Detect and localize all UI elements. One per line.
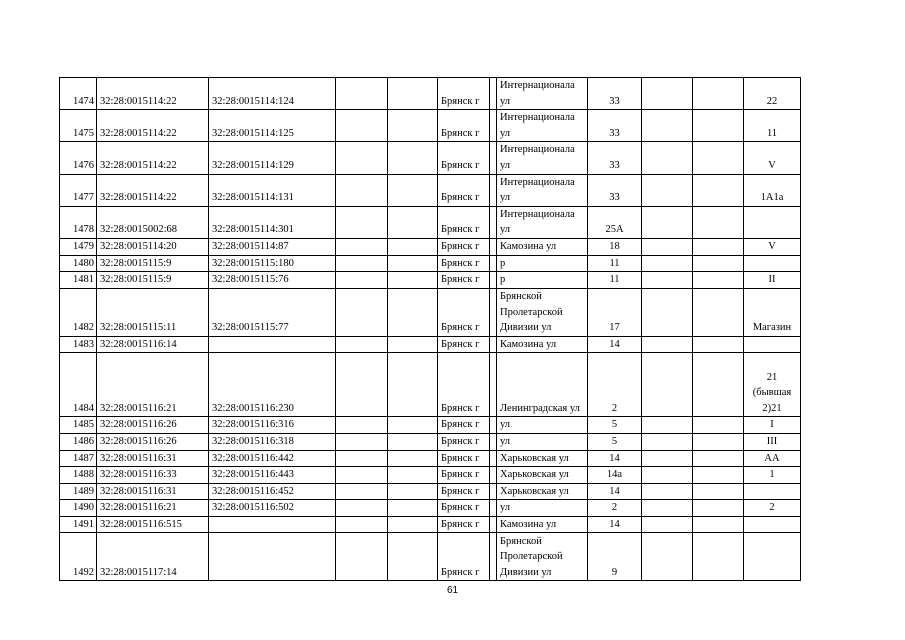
cell-empty-col-d [693, 353, 744, 417]
cell-house-number: 14 [588, 336, 642, 353]
cell-cadastral-number: 32:28:0015114:129 [209, 142, 336, 174]
cell-cadastral-number: 32:28:0015116:502 [209, 500, 336, 517]
table-row [60, 467, 801, 484]
cell-premises: АА [744, 450, 801, 467]
cell-premises: II [744, 272, 801, 289]
cell-empty-col-c [642, 500, 693, 517]
cell-premises [744, 516, 801, 533]
cell-locality: Брянск г [438, 110, 490, 142]
cell-empty-col-c [642, 353, 693, 417]
cell-street: р [497, 255, 588, 272]
cell-empty-col-a [336, 417, 388, 434]
cell-row-number: 1486 [60, 433, 97, 450]
cell-separator-col [490, 142, 497, 174]
cell-empty-col-d [693, 516, 744, 533]
cell-premises: 1А1а [744, 174, 801, 206]
cell-cadastral-number: 32:28:0015116:318 [209, 433, 336, 450]
table-row [60, 288, 801, 336]
cell-empty-col-b [388, 516, 438, 533]
cell-house-number: 33 [588, 142, 642, 174]
cell-cadastral-block: 32:28:0015116:21 [97, 353, 209, 417]
cell-empty-col-c [642, 450, 693, 467]
cell-empty-col-b [388, 206, 438, 238]
cell-empty-col-d [693, 450, 744, 467]
cell-street: ул [497, 417, 588, 434]
table-row [60, 353, 801, 417]
cell-street: Харьковская ул [497, 467, 588, 484]
cell-empty-col-c [642, 238, 693, 255]
cell-empty-col-a [336, 78, 388, 110]
table-row [60, 255, 801, 272]
cell-locality: Брянск г [438, 516, 490, 533]
cell-separator-col [490, 450, 497, 467]
cell-locality: Брянск г [438, 288, 490, 336]
cell-empty-col-d [693, 336, 744, 353]
cell-house-number: 5 [588, 417, 642, 434]
cell-cadastral-number: 32:28:0015116:316 [209, 417, 336, 434]
cell-empty-col-d [693, 417, 744, 434]
table-row [60, 206, 801, 238]
table-body [60, 78, 801, 581]
cell-cadastral-number: 32:28:0015115:180 [209, 255, 336, 272]
cell-premises: Магазин [744, 288, 801, 336]
cell-empty-col-b [388, 483, 438, 500]
cell-street: Камозина ул [497, 238, 588, 255]
cell-locality: Брянск г [438, 450, 490, 467]
cell-cadastral-number: 32:28:0015116:452 [209, 483, 336, 500]
cell-cadastral-block: 32:28:0015116:33 [97, 467, 209, 484]
cell-empty-col-b [388, 272, 438, 289]
cell-separator-col [490, 467, 497, 484]
cell-empty-col-d [693, 238, 744, 255]
cell-locality: Брянск г [438, 533, 490, 581]
table-row [60, 500, 801, 517]
cell-empty-col-d [693, 483, 744, 500]
cell-house-number: 2 [588, 500, 642, 517]
cell-row-number: 1477 [60, 174, 97, 206]
cell-separator-col [490, 110, 497, 142]
cell-empty-col-a [336, 433, 388, 450]
cell-empty-col-b [388, 174, 438, 206]
cell-premises [744, 533, 801, 581]
cell-empty-col-c [642, 255, 693, 272]
cell-empty-col-c [642, 336, 693, 353]
cell-cadastral-block: 32:28:0015116:31 [97, 483, 209, 500]
cell-empty-col-b [388, 142, 438, 174]
cell-separator-col [490, 78, 497, 110]
cell-empty-col-a [336, 533, 388, 581]
cell-row-number: 1484 [60, 353, 97, 417]
cell-empty-col-c [642, 417, 693, 434]
cell-empty-col-c [642, 206, 693, 238]
cell-premises: I [744, 417, 801, 434]
cell-empty-col-a [336, 174, 388, 206]
cell-empty-col-d [693, 500, 744, 517]
cell-empty-col-a [336, 516, 388, 533]
cell-street: Интернационала ул [497, 78, 588, 110]
cell-cadastral-block: 32:28:0015116:26 [97, 433, 209, 450]
cell-premises: V [744, 238, 801, 255]
cell-empty-col-d [693, 272, 744, 289]
cell-street: Интернационала ул [497, 110, 588, 142]
cell-locality: Брянск г [438, 500, 490, 517]
cell-separator-col [490, 288, 497, 336]
cell-house-number: 14 [588, 450, 642, 467]
cell-locality: Брянск г [438, 255, 490, 272]
cell-locality: Брянск г [438, 353, 490, 417]
table-row [60, 174, 801, 206]
cell-street: Брянской Пролетарской Дивизии ул [497, 288, 588, 336]
cell-empty-col-c [642, 533, 693, 581]
cell-empty-col-d [693, 110, 744, 142]
cell-cadastral-number: 32:28:0015114:87 [209, 238, 336, 255]
cell-empty-col-b [388, 450, 438, 467]
cell-empty-col-a [336, 336, 388, 353]
cell-house-number: 14а [588, 467, 642, 484]
cell-separator-col [490, 353, 497, 417]
cell-locality: Брянск г [438, 174, 490, 206]
cell-empty-col-c [642, 272, 693, 289]
table-row [60, 483, 801, 500]
cell-house-number: 11 [588, 272, 642, 289]
cell-premises [744, 206, 801, 238]
cell-empty-col-c [642, 78, 693, 110]
cell-row-number: 1488 [60, 467, 97, 484]
cell-row-number: 1489 [60, 483, 97, 500]
cell-empty-col-b [388, 433, 438, 450]
cell-locality: Брянск г [438, 417, 490, 434]
cell-cadastral-block: 32:28:0015114:22 [97, 110, 209, 142]
cell-separator-col [490, 516, 497, 533]
cell-house-number: 9 [588, 533, 642, 581]
cell-row-number: 1490 [60, 500, 97, 517]
cell-empty-col-a [336, 206, 388, 238]
cell-separator-col [490, 433, 497, 450]
cell-row-number: 1483 [60, 336, 97, 353]
cell-separator-col [490, 206, 497, 238]
cell-row-number: 1475 [60, 110, 97, 142]
cell-separator-col [490, 417, 497, 434]
cell-street: Харьковская ул [497, 483, 588, 500]
cell-empty-col-b [388, 500, 438, 517]
cell-cadastral-number: 32:28:0015114:131 [209, 174, 336, 206]
cell-street: ул [497, 433, 588, 450]
cell-street: ул [497, 500, 588, 517]
cell-separator-col [490, 255, 497, 272]
cell-separator-col [490, 272, 497, 289]
cell-street: Камозина ул [497, 516, 588, 533]
page-number: 61 [446, 585, 459, 596]
cell-separator-col [490, 238, 497, 255]
cell-cadastral-number [209, 533, 336, 581]
cell-separator-col [490, 483, 497, 500]
cell-empty-col-a [336, 110, 388, 142]
cell-empty-col-c [642, 433, 693, 450]
cell-locality: Брянск г [438, 336, 490, 353]
cell-cadastral-block: 32:28:0015116:21 [97, 500, 209, 517]
cell-house-number: 33 [588, 110, 642, 142]
cell-street: Интернационала ул [497, 174, 588, 206]
cell-empty-col-b [388, 110, 438, 142]
cell-separator-col [490, 174, 497, 206]
cell-locality: Брянск г [438, 142, 490, 174]
table-row [60, 433, 801, 450]
cell-locality: Брянск г [438, 238, 490, 255]
table-row [60, 110, 801, 142]
cell-empty-col-d [693, 433, 744, 450]
cell-row-number: 1492 [60, 533, 97, 581]
cell-house-number: 2 [588, 353, 642, 417]
cell-locality: Брянск г [438, 467, 490, 484]
cell-locality: Брянск г [438, 433, 490, 450]
cell-separator-col [490, 533, 497, 581]
cell-empty-col-b [388, 238, 438, 255]
cell-premises: 21 (бывшая 2)21 [744, 353, 801, 417]
cell-cadastral-number: 32:28:0015114:301 [209, 206, 336, 238]
cell-premises: V [744, 142, 801, 174]
cell-row-number: 1491 [60, 516, 97, 533]
cell-cadastral-block: 32:28:0015115:9 [97, 272, 209, 289]
table-row [60, 450, 801, 467]
cell-empty-col-c [642, 483, 693, 500]
cell-empty-col-c [642, 142, 693, 174]
cell-empty-col-b [388, 353, 438, 417]
cell-street: Интернационала ул [497, 206, 588, 238]
cell-premises: 22 [744, 78, 801, 110]
cell-cadastral-number: 32:28:0015114:124 [209, 78, 336, 110]
cell-premises [744, 255, 801, 272]
table-row [60, 78, 801, 110]
cell-street: Камозина ул [497, 336, 588, 353]
cell-house-number: 33 [588, 78, 642, 110]
table-row [60, 238, 801, 255]
cell-house-number: 14 [588, 483, 642, 500]
cell-street: Интернационала ул [497, 142, 588, 174]
cell-house-number: 5 [588, 433, 642, 450]
cell-house-number: 33 [588, 174, 642, 206]
cell-cadastral-number: 32:28:0015116:230 [209, 353, 336, 417]
cell-house-number: 18 [588, 238, 642, 255]
cell-house-number: 17 [588, 288, 642, 336]
cell-empty-col-a [336, 238, 388, 255]
cell-empty-col-a [336, 272, 388, 289]
cell-locality: Брянск г [438, 483, 490, 500]
cell-empty-col-d [693, 288, 744, 336]
cell-empty-col-c [642, 110, 693, 142]
cell-street: р [497, 272, 588, 289]
cell-cadastral-block: 32:28:0015002:68 [97, 206, 209, 238]
cell-row-number: 1485 [60, 417, 97, 434]
cell-cadastral-number: 32:28:0015116:442 [209, 450, 336, 467]
cell-locality: Брянск г [438, 206, 490, 238]
cell-house-number: 25А [588, 206, 642, 238]
cell-row-number: 1487 [60, 450, 97, 467]
cell-empty-col-a [336, 255, 388, 272]
cell-empty-col-a [336, 450, 388, 467]
cell-empty-col-a [336, 500, 388, 517]
cell-empty-col-d [693, 142, 744, 174]
cell-cadastral-block: 32:28:0015114:22 [97, 174, 209, 206]
cell-row-number: 1481 [60, 272, 97, 289]
cell-premises: 2 [744, 500, 801, 517]
cell-empty-col-c [642, 467, 693, 484]
cell-empty-col-b [388, 78, 438, 110]
cell-empty-col-d [693, 174, 744, 206]
cell-empty-col-d [693, 533, 744, 581]
cell-cadastral-block: 32:28:0015116:14 [97, 336, 209, 353]
cell-premises [744, 336, 801, 353]
table-row [60, 336, 801, 353]
cell-street: Харьковская ул [497, 450, 588, 467]
cell-separator-col [490, 500, 497, 517]
cell-empty-col-a [336, 467, 388, 484]
cell-cadastral-block: 32:28:0015115:9 [97, 255, 209, 272]
cell-premises [744, 483, 801, 500]
cell-cadastral-block: 32:28:0015116:515 [97, 516, 209, 533]
cell-empty-col-c [642, 516, 693, 533]
table-row [60, 516, 801, 533]
cell-street: Брянской Пролетарской Дивизии ул [497, 533, 588, 581]
cell-cadastral-number: 32:28:0015114:125 [209, 110, 336, 142]
cell-empty-col-b [388, 533, 438, 581]
cell-row-number: 1480 [60, 255, 97, 272]
cadastral-table [59, 77, 801, 581]
cell-house-number: 11 [588, 255, 642, 272]
cell-locality: Брянск г [438, 78, 490, 110]
table-row [60, 272, 801, 289]
cell-street: Ленинградская ул [497, 353, 588, 417]
cell-cadastral-number [209, 336, 336, 353]
cell-empty-col-a [336, 353, 388, 417]
cell-row-number: 1479 [60, 238, 97, 255]
cell-empty-col-c [642, 288, 693, 336]
table-row [60, 417, 801, 434]
cell-cadastral-block: 32:28:0015115:11 [97, 288, 209, 336]
cell-empty-col-a [336, 483, 388, 500]
cell-premises: 11 [744, 110, 801, 142]
cell-row-number: 1482 [60, 288, 97, 336]
cell-row-number: 1474 [60, 78, 97, 110]
cell-empty-col-b [388, 417, 438, 434]
cell-separator-col [490, 336, 497, 353]
cell-empty-col-b [388, 336, 438, 353]
cell-empty-col-a [336, 288, 388, 336]
cell-cadastral-block: 32:28:0015117:14 [97, 533, 209, 581]
cell-premises: III [744, 433, 801, 450]
cell-empty-col-b [388, 288, 438, 336]
table-row [60, 533, 801, 581]
cell-row-number: 1478 [60, 206, 97, 238]
cell-cadastral-block: 32:28:0015114:22 [97, 142, 209, 174]
cell-empty-col-d [693, 206, 744, 238]
table-row [60, 142, 801, 174]
cell-empty-col-d [693, 78, 744, 110]
cell-empty-col-d [693, 255, 744, 272]
cell-cadastral-block: 32:28:0015116:26 [97, 417, 209, 434]
cell-cadastral-number [209, 516, 336, 533]
cell-cadastral-block: 32:28:0015114:20 [97, 238, 209, 255]
cell-row-number: 1476 [60, 142, 97, 174]
cell-locality: Брянск г [438, 272, 490, 289]
cell-cadastral-number: 32:28:0015116:443 [209, 467, 336, 484]
cell-cadastral-block: 32:28:0015116:31 [97, 450, 209, 467]
cell-empty-col-a [336, 142, 388, 174]
cell-cadastral-number: 32:28:0015115:76 [209, 272, 336, 289]
cell-premises: 1 [744, 467, 801, 484]
cell-empty-col-d [693, 467, 744, 484]
cell-house-number: 14 [588, 516, 642, 533]
cell-cadastral-block: 32:28:0015114:22 [97, 78, 209, 110]
cell-empty-col-b [388, 467, 438, 484]
cell-empty-col-c [642, 174, 693, 206]
cell-empty-col-b [388, 255, 438, 272]
cell-cadastral-number: 32:28:0015115:77 [209, 288, 336, 336]
